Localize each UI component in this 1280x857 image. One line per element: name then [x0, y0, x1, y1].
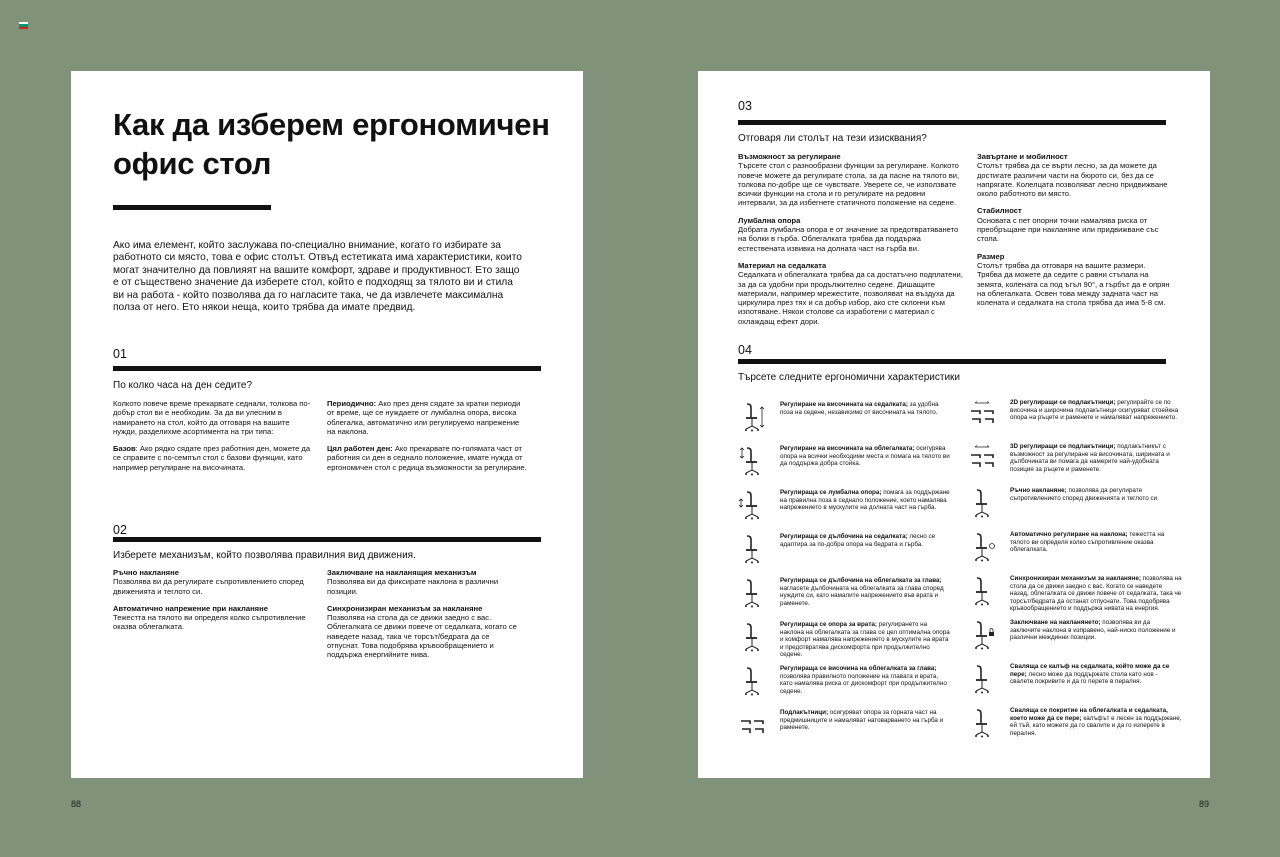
feature-description: Ръчно накланяне; позволява да регулирате съпротивлението според движенията и теглото си.	[1010, 487, 1159, 502]
feature-item	[738, 401, 952, 433]
s1-paragraph-3: Периодично: Ако през деня сядате за кратки периоди от време, ще се нуждаете от лумбална опора, висока облегалка, автоматично или регулируемо напрежение на наклона.	[327, 399, 521, 436]
feature-item	[968, 487, 1182, 519]
seat-cover-icon	[968, 663, 996, 695]
feature-item	[968, 707, 1182, 739]
feature-item	[968, 443, 1182, 475]
armrests-icon	[738, 709, 766, 741]
section-03-col-1: Възможност за регулиране Търсете стол с разнообразни функции за регулиране. Колкото повече можете да регулирате стола, за да пасне на тялото ви, толкова по-добре ще се чувствате. Уверете се, че използвате всички функции на стола и го регулирате на редовни интервали, за да избегнете статичното положение на седене. Лумбална опора Добрата лумбална опора е от значение за предотвратяването на болки в гърба. Облегалката трябва да поддържа естествената извивка на долната част на гърба ви. Материал на седалката Седалката и облегалката трябва да са достатъчно подплатени, за да са удобни при продължително седене. Дишащите материали, например мрежестите, позволяват на въздуха да циркулира през тях и са добър избор, ако сте склонни към изпотяване. Някои столове са изработени с материал с охлаждащ ефект дори.	[738, 152, 963, 326]
feature-description: 3D регулиращи се подлакътници; подлакътникът с възможност за регулиране на височината, ширината и дълбочината ви помага да намерите най-удобната позиция за ръцете и раменете.	[1010, 443, 1170, 473]
title-underline	[113, 205, 271, 210]
feature-item	[968, 531, 1182, 563]
feature-description: Регулираща се опора за врата; регулирането на наклона на облегалката за глава се цел оптимална опора и комфорт намалява напрежението в мускулите на врата и предотвратява дискомфорта при продължително седене.	[780, 621, 950, 659]
feature-description: Регулиране на височината на седалката; за удобна поза на седене, независимо от височината на тялото.	[780, 401, 939, 416]
feature-item	[738, 445, 952, 477]
section-question-02: Изберете механизъм, който позволява правилния вид движения.	[113, 550, 416, 561]
feature-description: Подлакътници; осигуряват опора за горната част на предмишниците и намаляват натоварването на гърба и раменете.	[780, 709, 944, 732]
section-question-03: Отговаря ли столът на тези изисквания?	[738, 133, 927, 144]
right-page	[698, 71, 1210, 778]
feature-item	[968, 663, 1182, 695]
feature-item	[738, 665, 952, 697]
feature-description: Сваляща се покритие на облегалката и седалката, което може да се пере; калъфът е лесен за поддържане, ей тъй, като можете да го свалите и да го изперете в пералня.	[1010, 707, 1182, 737]
section-01-col-1	[113, 399, 313, 480]
page-title: Как да изберем ергономичен офис стол	[113, 107, 550, 181]
section-number-04: 04	[738, 343, 752, 357]
intro-paragraph: Ако има елемент, който заслужава по-специално внимание, когато го избирате за работното си място, това е офис столът. Отвъд естетиката има характеристики, които могат значително да повлияят на вашите комфорт, здраве и продуктивност. Ето защо е от съществено значение да изберете стол, който е подходящ за тялото ви и стила ви на работа - който позволява да го нагласите така, че да извлечете максимална полза от него. Ето някои неща, които трябва да имате предвид.	[113, 240, 522, 314]
section-03-col-2: Завъртане и мобилност Столът трябва да се върти лесно, за да можете да достигате различни части на бюрото си, без да се напрягате. Колелцата позволяват лесно придвижване около работното ви място. Стабилност Основата с пет опорни точки намалява риска от преобръщане при накланяне или придвижване със стола. Размер Столът трябва да отговаря на вашите размери. Трябва да можете да седите с равни стъпала на земята, колената са под ъгъл 90°, а гърбът да е опрян на облегалката. Освен това между задната част на колената и седалката на стола трябва да има 5-8 см.	[977, 152, 1170, 308]
feature-item	[738, 577, 952, 609]
section-bar-01	[113, 366, 541, 371]
synchro-tilt-icon	[968, 575, 996, 607]
section-number-03: 03	[738, 99, 752, 113]
section-number-01: 01	[113, 347, 127, 361]
page-number-left: 88	[71, 799, 82, 809]
section-bar-03	[738, 120, 1166, 125]
armrest-2d-icon	[968, 399, 996, 431]
seat-height-icon	[738, 401, 766, 433]
auto-tilt-icon	[968, 531, 996, 563]
section-02-col-1: Ръчно накланяне Позволява ви да регулирате съпротивлението според движенията и теглото си. Автоматично напрежение при накланяне Тежестта на тялото ви определя колко съпротивление оказва облегалката.	[113, 568, 306, 632]
feature-description: Автоматично регулиране на наклона; тежестта на тялото ви определя колко съпротивление оказва облегалката.	[1010, 531, 1165, 554]
feature-description: Синхронизиран механизъм за накланяне; позволява на стола да се движи заедно с вас. Когато се наведете назад, облегалката се движи повече от седалката, така че торсът/бедрата да останат отпуснати. Това подобрява кръвообращението и поддържа нивата на енергия.	[1010, 575, 1182, 613]
section-bar-02	[113, 537, 541, 542]
feature-description: Регулираща се лумбална опора; помага за поддържане на правилна поза в седнало положение, което намалява напрежението в мускулите на долната част на гърба.	[780, 489, 950, 512]
feature-description: Регулираща се височина на облегалката за глава; позволява правилното положение на главата и врата, като намалява риска от дискомфорт при продължително седене.	[780, 665, 947, 695]
lumbar-support-icon	[738, 489, 766, 521]
feature-description: Регулираща се дълбочина на седалката; лесно се адаптира за по-добра опора на бедрата и гърба.	[780, 533, 936, 548]
s1-paragraph-1: Колкото повече време прекарвате седнали, толкова по-добър стол ви е необходим. За да ви улесним в намирането на стол, който да отговаря на вашите нужди, разделихме асортимента на три типа:	[113, 399, 311, 436]
page-number-right: 89	[1199, 799, 1210, 809]
feature-description: Заключване на накланянето; позволява ви да заключите наклона в изправено, най-ниско положение и различни междинни позиции.	[1010, 619, 1176, 642]
s1-paragraph-4: Цял работен ден: Ако прекарвате по-голямата част от работния си ден в седнало положение, имате нужда от ергономичен стол с редица възможности за регулиране.	[327, 444, 527, 472]
section-question-04: Търсете следните ергономични характеристики	[738, 372, 961, 383]
section-number-02: 02	[113, 523, 127, 537]
section-01-col-2	[327, 399, 527, 480]
feature-item	[738, 489, 952, 521]
feature-description: Регулираща се дълбочина на облегалката за глава; нагласете дълбочината на облегалката за глава според нуждите си, като намалите напрежението във врата и раменете.	[780, 577, 944, 607]
section-02-col-2: Заключване на накланящия механизъм Позволява ви да фиксирате наклона в различни позиции. Синхронизиран механизъм за накланяне Позволява на стола да се движи заедно с вас. Облегалката се движи повече от седалката, когато се наведете назад, така че торсът/бедрата да се отпуснат. Това подобрява кръвообращението и поддържа енергийните нива.	[327, 568, 517, 660]
section-question-01: По колко часа на ден седите?	[113, 380, 253, 391]
feature-item	[968, 619, 1182, 651]
headrest-height-icon	[738, 665, 766, 697]
back-cover-icon	[968, 707, 996, 739]
s1-paragraph-2: Базов: Ако рядко сядате през работния ден, можете да се справите с по-семпъл стол с базови функции, като например регулиране на височината.	[113, 444, 311, 472]
feature-description: 2D регулиращи се подлакътници; регулирайте се по височина и широчина подлакътници осигуряват стоейкна опора на ръцете и раменете и намаляват напрежението.	[1010, 399, 1179, 422]
feature-item	[738, 621, 952, 659]
left-page	[71, 71, 583, 778]
feature-description: Сваляща се калъф на седалката, който може да се пере; лесно може да поддържате стола като нов - свалете покривите и да го перете в пералня.	[1010, 663, 1170, 686]
tilt-lock-icon	[968, 619, 996, 651]
seat-depth-icon	[738, 533, 766, 565]
backrest-height-icon	[738, 445, 766, 477]
feature-item	[968, 399, 1182, 431]
manual-tilt-icon	[968, 487, 996, 519]
feature-item	[738, 533, 952, 565]
feature-item	[738, 709, 952, 741]
neck-support-icon	[738, 621, 766, 653]
feature-description: Регулиране на височината на облегалката; осигурява опора на всички необходими места и помага на тялото ви да поддържа добра стойка.	[780, 445, 950, 468]
feature-item	[968, 575, 1182, 613]
section-bar-04	[738, 359, 1166, 364]
armrest-3d-icon	[968, 443, 996, 475]
headrest-depth-icon	[738, 577, 766, 609]
language-flag	[19, 22, 28, 29]
